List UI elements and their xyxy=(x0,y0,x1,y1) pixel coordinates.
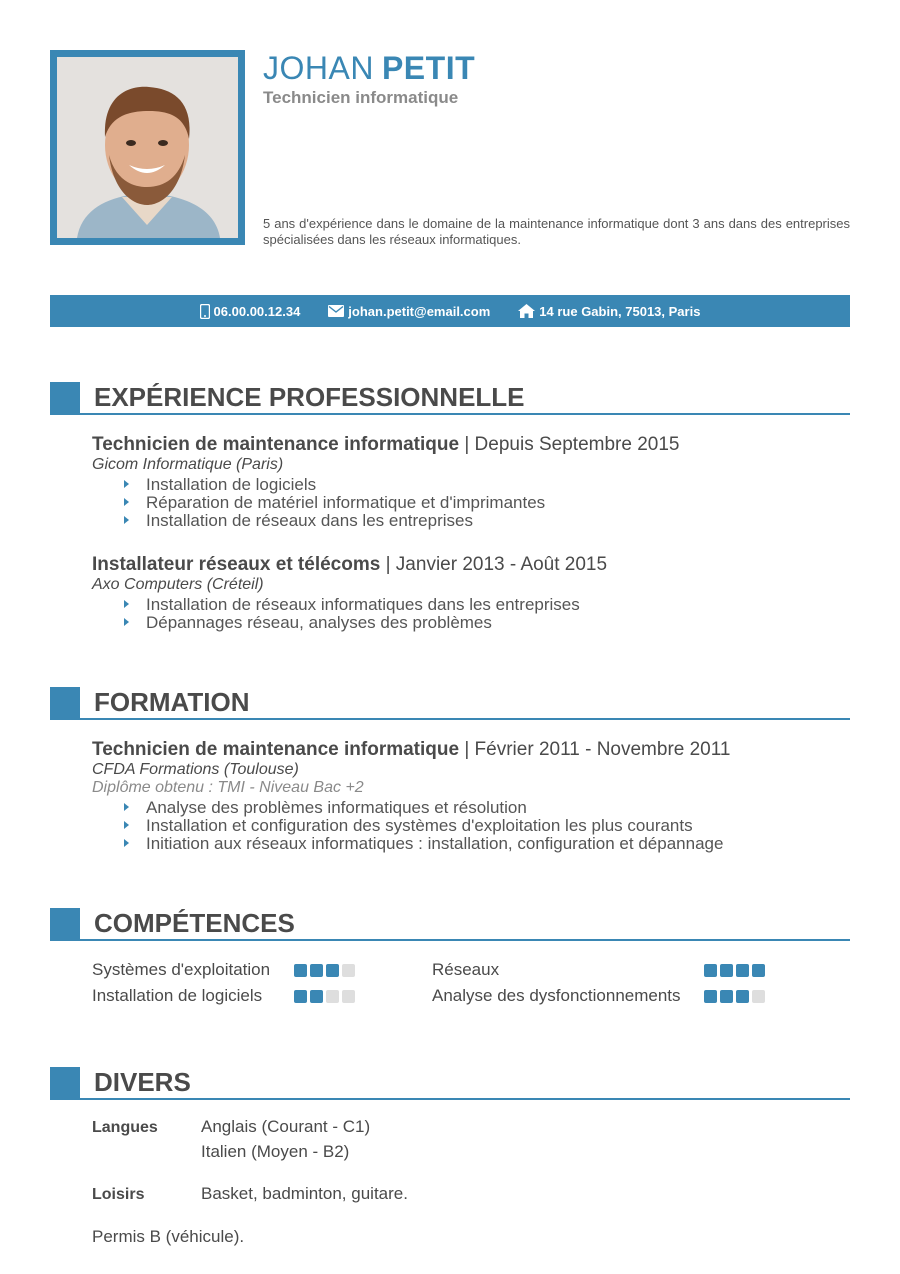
bullet-arrow-icon xyxy=(124,516,129,524)
experience-section-header xyxy=(50,382,850,415)
skill-dot-empty xyxy=(752,990,765,1003)
topic-item: Installation et configuration des systèmes d'exploitation les plus courants xyxy=(92,817,832,835)
bullet-arrow-icon xyxy=(124,821,129,829)
bullet-arrow-icon xyxy=(124,480,129,488)
skill-dot-filled xyxy=(736,990,749,1003)
driving-license: Permis B (véhicule). xyxy=(92,1227,245,1246)
bullet-arrow-icon xyxy=(124,803,129,811)
company-name: Gicom Informatique (Paris) xyxy=(92,456,284,473)
skill-dot-filled xyxy=(704,990,717,1003)
skill-name: Installation de logiciels xyxy=(92,986,263,1005)
skill-dot-empty xyxy=(342,990,355,1003)
education-heading xyxy=(92,739,832,761)
job-role: Technicien de maintenance informatique xyxy=(92,434,460,455)
bullet-arrow-icon xyxy=(124,600,129,608)
task-list xyxy=(92,476,832,530)
topic-list xyxy=(92,799,832,853)
contact-bar xyxy=(50,295,850,327)
experience-section-title: EXPÉRIENCE PROFESSIONNELLE xyxy=(94,382,525,412)
bullet-arrow-icon xyxy=(124,839,129,847)
phone-number: 06.00.00.12.34 xyxy=(213,303,301,319)
skill-dot-filled xyxy=(720,964,733,977)
topic-item: Initiation aux réseaux informatiques : installation, configuration et dépannage xyxy=(92,835,832,853)
skill-level-dots xyxy=(294,964,355,977)
skill-dot-empty xyxy=(342,964,355,977)
envelope-icon xyxy=(328,305,344,317)
first-name: JOHAN xyxy=(263,50,374,86)
experience-entry xyxy=(92,554,832,632)
skill-dot-filled xyxy=(294,964,307,977)
job-role: Installateur réseaux et télécoms xyxy=(92,554,381,575)
candidate-name xyxy=(263,50,475,87)
profile-photo xyxy=(57,57,238,238)
task-item: Installation de réseaux informatiques dans les entreprises xyxy=(92,596,832,614)
mobile-phone-icon xyxy=(200,304,210,319)
skill-dot-filled xyxy=(310,990,323,1003)
misc-section-header xyxy=(50,1067,850,1100)
email-address: johan.petit@email.com xyxy=(348,303,491,319)
language-item: Anglais (Courant - C1) xyxy=(201,1117,371,1136)
hobbies-label: Loisirs xyxy=(92,1186,145,1203)
job-period: | Depuis Septembre 2015 xyxy=(459,434,680,455)
task-list xyxy=(92,596,832,632)
home-icon xyxy=(518,304,535,318)
course-period: | Février 2011 - Novembre 2011 xyxy=(459,739,731,760)
contact-phone xyxy=(200,304,301,319)
section-marker xyxy=(50,908,80,939)
skills-section-title: COMPÉTENCES xyxy=(94,908,295,938)
skill-dot-filled xyxy=(326,964,339,977)
misc-section-title: DIVERS xyxy=(94,1067,191,1097)
topic-item: Analyse des problèmes informatiques et résolution xyxy=(92,799,832,817)
skill-dot-empty xyxy=(326,990,339,1003)
experience-heading xyxy=(92,554,832,576)
skill-dot-filled xyxy=(294,990,307,1003)
profile-summary: 5 ans d'expérience dans le domaine de la maintenance informatique dont 3 ans dans des entreprises spécialisées dans les réseaux informatiques. xyxy=(263,216,850,247)
diploma-note: Diplôme obtenu : TMI - Niveau Bac +2 xyxy=(92,779,364,796)
postal-address: 14 rue Gabin, 75013, Paris xyxy=(539,303,701,319)
bullet-arrow-icon xyxy=(124,618,129,626)
company-name: Axo Computers (Créteil) xyxy=(92,576,264,593)
skill-dot-filled xyxy=(736,964,749,977)
school-name: CFDA Formations (Toulouse) xyxy=(92,761,299,778)
education-section-header xyxy=(50,687,850,720)
languages-label: Langues xyxy=(92,1119,158,1136)
task-item: Réparation de matériel informatique et d'imprimantes xyxy=(92,494,832,512)
section-marker xyxy=(50,1067,80,1098)
skill-level-dots xyxy=(294,990,355,1003)
skill-name: Systèmes d'exploitation xyxy=(92,960,271,979)
skill-level-dots xyxy=(704,990,765,1003)
contact-address xyxy=(518,304,700,319)
skill-level-dots xyxy=(704,964,765,977)
skill-dot-filled xyxy=(310,964,323,977)
profile-photo-frame xyxy=(50,50,245,245)
skill-dot-filled xyxy=(752,964,765,977)
section-marker xyxy=(50,382,80,413)
task-item: Dépannages réseau, analyses des problèmes xyxy=(92,614,832,632)
bullet-arrow-icon xyxy=(124,498,129,506)
education-entry xyxy=(92,739,832,853)
experience-entry xyxy=(92,434,832,530)
job-period: | Janvier 2013 - Août 2015 xyxy=(380,554,608,575)
skills-section-header xyxy=(50,908,850,941)
skill-dot-filled xyxy=(720,990,733,1003)
experience-heading xyxy=(92,434,832,456)
person-portrait-image xyxy=(57,57,238,238)
skill-dot-filled xyxy=(704,964,717,977)
hobbies-value: Basket, badminton, guitare. xyxy=(201,1184,408,1203)
job-title: Technicien informatique xyxy=(263,88,459,107)
contact-email xyxy=(328,304,490,319)
skill-name: Analyse des dysfonctionnements xyxy=(432,986,681,1005)
task-item: Installation de logiciels xyxy=(92,476,832,494)
task-item: Installation de réseaux dans les entreprises xyxy=(92,512,832,530)
section-marker xyxy=(50,687,80,718)
last-name: PETIT xyxy=(381,50,476,86)
language-item: Italien (Moyen - B2) xyxy=(201,1142,350,1161)
course-title: Technicien de maintenance informatique xyxy=(92,739,460,760)
education-section-title: FORMATION xyxy=(94,687,250,717)
skill-name: Réseaux xyxy=(432,960,500,979)
